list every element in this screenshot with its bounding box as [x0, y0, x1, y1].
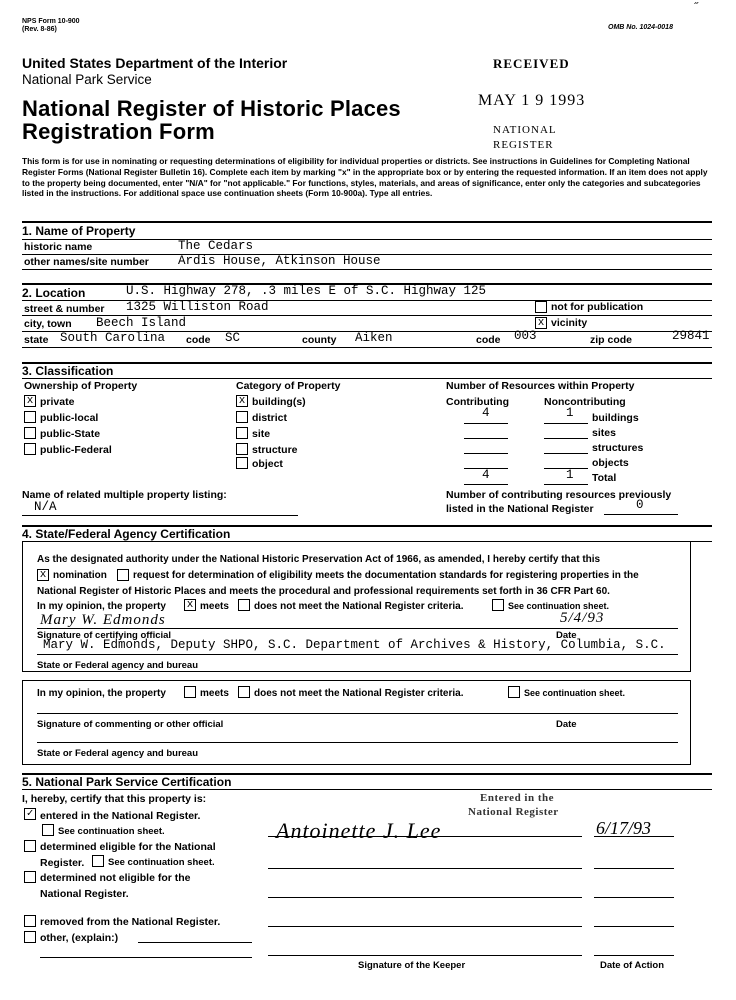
- vicinity-checkbox[interactable]: x: [535, 317, 547, 329]
- ownership-public-federal-label: public-Federal: [40, 444, 112, 456]
- meets2-checkbox[interactable]: [184, 686, 196, 698]
- county-code-label: code: [476, 334, 501, 346]
- noncontributing-label: Noncontributing: [544, 396, 626, 408]
- state-code-value[interactable]: SC: [225, 331, 241, 345]
- location-value[interactable]: U.S. Highway 278, .3 miles E of S.C. Highway 125: [126, 284, 487, 298]
- see-continuation2-label: See continuation sheet.: [524, 688, 626, 698]
- date2-label: Date: [556, 719, 577, 730]
- resources-structures-label: structures: [592, 442, 644, 454]
- category-structure-label: structure: [252, 444, 298, 456]
- not-for-publication-checkbox[interactable]: [535, 301, 547, 313]
- section1-heading: 1. Name of Property: [22, 224, 136, 238]
- nomination-checkbox[interactable]: x: [37, 569, 49, 581]
- meets2-label: meets: [200, 688, 229, 699]
- not-for-publication-label: not for publication: [551, 301, 644, 313]
- determined-eligible-label-2: Register.: [40, 857, 85, 869]
- opinion-label: In my opinion, the property: [37, 601, 166, 612]
- removed-label: removed from the National Register.: [40, 916, 221, 928]
- meets-label: meets: [200, 601, 229, 612]
- form-title-line1: National Register of Historic Places: [22, 96, 401, 121]
- resources-heading: Number of Resources within Property: [446, 380, 635, 392]
- noncontributing-buildings[interactable]: 1: [566, 406, 574, 420]
- meets-checkbox[interactable]: x: [184, 599, 196, 611]
- state-label: state: [24, 334, 49, 346]
- entered-label: entered in the National Register.: [40, 810, 201, 822]
- section2-heading: 2. Location: [22, 286, 86, 300]
- city-label: city, town: [24, 318, 72, 330]
- zip-label: zip code: [590, 334, 633, 346]
- contributing-buildings[interactable]: 4: [482, 406, 490, 420]
- service-name: National Park Service: [22, 72, 152, 87]
- category-object-checkbox[interactable]: [236, 457, 248, 469]
- category-buildings-checkbox[interactable]: x: [236, 395, 248, 407]
- not-eligible-label-2: National Register.: [40, 888, 129, 900]
- action-date-label: Date of Action: [600, 960, 665, 971]
- date-label: Date: [556, 630, 577, 641]
- determined-eligible-label-1: determined eligible for the National: [40, 841, 216, 853]
- form-title-line2: Registration Form: [22, 119, 215, 144]
- noncontributing-total[interactable]: 1: [566, 468, 574, 482]
- not-eligible-checkbox[interactable]: [24, 871, 36, 883]
- commenting-signature-label: Signature of commenting or other official: [37, 719, 224, 730]
- contributing-total[interactable]: 4: [482, 468, 490, 482]
- see-cont-entered-checkbox[interactable]: [42, 824, 54, 836]
- action-date: 6/17/93: [596, 818, 652, 838]
- ownership-public-state-label: public-State: [40, 428, 101, 440]
- category-heading: Category of Property: [236, 380, 341, 392]
- does-not-meet2-label: does not meet the National Register criteria.: [254, 688, 464, 699]
- form-revision: (Rev. 8-86): [22, 26, 57, 33]
- street-value[interactable]: 1325 Williston Road: [126, 300, 269, 314]
- other-names-value[interactable]: Ardis House, Atkinson House: [178, 254, 381, 268]
- ownership-private-label: private: [40, 396, 75, 408]
- state-code-label: code: [186, 334, 211, 346]
- street-label: street & number: [24, 303, 105, 315]
- omb-number: OMB No. 1024-0018: [608, 24, 673, 31]
- prev-listed-value[interactable]: 0: [636, 498, 644, 512]
- determined-eligible-checkbox[interactable]: [24, 840, 36, 852]
- cert-paragraph-line3: National Register of Historic Places and meets the procedural and professional requirements set forth in 36 CFR Part 60.: [37, 586, 610, 597]
- corner-mark-icon: ˝: [694, 0, 698, 14]
- section3-heading: 3. Classification: [22, 364, 114, 378]
- multiple-listing-value[interactable]: N/A: [34, 500, 57, 514]
- see-continuation2-checkbox[interactable]: [508, 686, 520, 698]
- opinion2-label: In my opinion, the property: [37, 688, 166, 699]
- category-district-label: district: [252, 412, 288, 424]
- see-cont-entered-label: See continuation sheet.: [58, 826, 165, 837]
- instructions-paragraph: This form is for use in nominating or requesting determinations of eligibility for individual properties or districts. See instructions in Guidelines for Completing National Register Forms (National Register Bulletin 16). Complete each item by marking "x" in the appropriate box or by entering the requested information. If an item does not apply to the property being documented, enter "N/A" for "not applicable." For functions, styles, materials, and areas of significance, enter only the categories and subcategories listed in the instructions. For additional space use continuation sheets (Form 10-900a). Type all entries.: [22, 156, 708, 199]
- keeper-label: Signature of the Keeper: [358, 960, 466, 971]
- department-name: United States Department of the Interior: [22, 55, 288, 71]
- see-cont-eligible-checkbox[interactable]: [92, 855, 104, 867]
- see-continuation-checkbox[interactable]: [492, 599, 504, 611]
- resources-objects-label: objects: [592, 457, 629, 469]
- signature-label: Signature of certifying official: [37, 630, 172, 641]
- received-stamp: RECEIVED: [493, 56, 570, 71]
- prev-listed-label-1: Number of contributing resources previously: [446, 489, 672, 501]
- contributing-label: Contributing: [446, 396, 509, 408]
- city-value[interactable]: Beech Island: [96, 316, 187, 330]
- does-not-meet2-checkbox[interactable]: [238, 686, 250, 698]
- category-object-label: object: [252, 458, 283, 470]
- entered-stamp-line1: Entered in the: [480, 792, 555, 804]
- historic-name-value[interactable]: The Cedars: [178, 239, 254, 253]
- nomination-label: nomination: [53, 570, 107, 581]
- entered-stamp-line2: National Register: [468, 806, 559, 818]
- other-names-label: other names/site number: [24, 256, 149, 268]
- request-checkbox[interactable]: [117, 569, 129, 581]
- agency-label: State or Federal agency and bureau: [37, 660, 199, 671]
- ownership-public-local-checkbox[interactable]: [24, 411, 36, 423]
- agency2-label: State or Federal agency and bureau: [37, 748, 199, 759]
- zip-value[interactable]: 29841: [672, 329, 710, 343]
- ownership-private-checkbox[interactable]: x: [24, 395, 36, 407]
- does-not-meet-label: does not meet the National Register criteria.: [254, 601, 464, 612]
- removed-checkbox[interactable]: [24, 915, 36, 927]
- vicinity-label: vicinity: [551, 317, 588, 329]
- certifying-official-value[interactable]: Mary W. Edmonds, Deputy SHPO, S.C. Department of Archives & History, Columbia, S.C.: [43, 638, 666, 652]
- see-cont-eligible-label: See continuation sheet.: [108, 857, 215, 868]
- resources-sites-label: sites: [592, 427, 616, 439]
- keeper-signature: Antoinette J. Lee: [276, 818, 442, 843]
- county-code-value[interactable]: 003: [514, 329, 537, 343]
- historic-name-label: historic name: [24, 241, 93, 253]
- does-not-meet-checkbox[interactable]: [238, 599, 250, 611]
- category-structure-checkbox[interactable]: [236, 443, 248, 455]
- ownership-public-local-label: public-local: [40, 412, 99, 424]
- category-district-checkbox[interactable]: [236, 411, 248, 423]
- other-checkbox[interactable]: [24, 931, 36, 943]
- county-value[interactable]: Aiken: [355, 331, 393, 345]
- see-continuation-label: See continuation sheet.: [508, 601, 610, 611]
- prev-listed-label-2: listed in the National Register: [446, 503, 594, 515]
- ownership-public-state-checkbox[interactable]: [24, 427, 36, 439]
- received-date-stamp: MAY 1 9 1993: [478, 92, 586, 109]
- cert-paragraph-line1: As the designated authority under the National Historic Preservation Act of 1966, as amended, I hereby certify that this: [37, 554, 601, 565]
- national-stamp: NATIONAL: [493, 124, 557, 136]
- certifying-date: 5/4/93: [560, 610, 605, 626]
- other-label: other, (explain:): [40, 932, 119, 944]
- entered-checkbox[interactable]: ✓: [24, 808, 36, 820]
- county-label: county: [302, 334, 337, 346]
- section5-heading: 5. National Park Service Certification: [22, 775, 232, 789]
- resources-buildings-label: buildings: [592, 412, 639, 424]
- not-eligible-label-1: determined not eligible for the: [40, 872, 191, 884]
- category-site-label: site: [252, 428, 271, 440]
- resources-total-label: Total: [592, 472, 617, 484]
- register-stamp: REGISTER: [493, 139, 554, 151]
- category-site-checkbox[interactable]: [236, 427, 248, 439]
- certifying-signature: Mary W. Edmonds: [40, 612, 166, 628]
- section4-heading: 4. State/Federal Agency Certification: [22, 527, 231, 541]
- cert-paragraph-line2: request for determination of eligibility meets the documentation standards for registering properties in the: [133, 570, 639, 581]
- form-number: NPS Form 10-900: [22, 18, 80, 25]
- certify-label: I, hereby, certify that this property is:: [22, 793, 207, 805]
- multiple-listing-label: Name of related multiple property listing:: [22, 489, 227, 501]
- state-value[interactable]: South Carolina: [60, 331, 166, 345]
- category-buildings-label: building(s): [252, 396, 306, 408]
- ownership-public-federal-checkbox[interactable]: [24, 443, 36, 455]
- ownership-heading: Ownership of Property: [24, 380, 138, 392]
